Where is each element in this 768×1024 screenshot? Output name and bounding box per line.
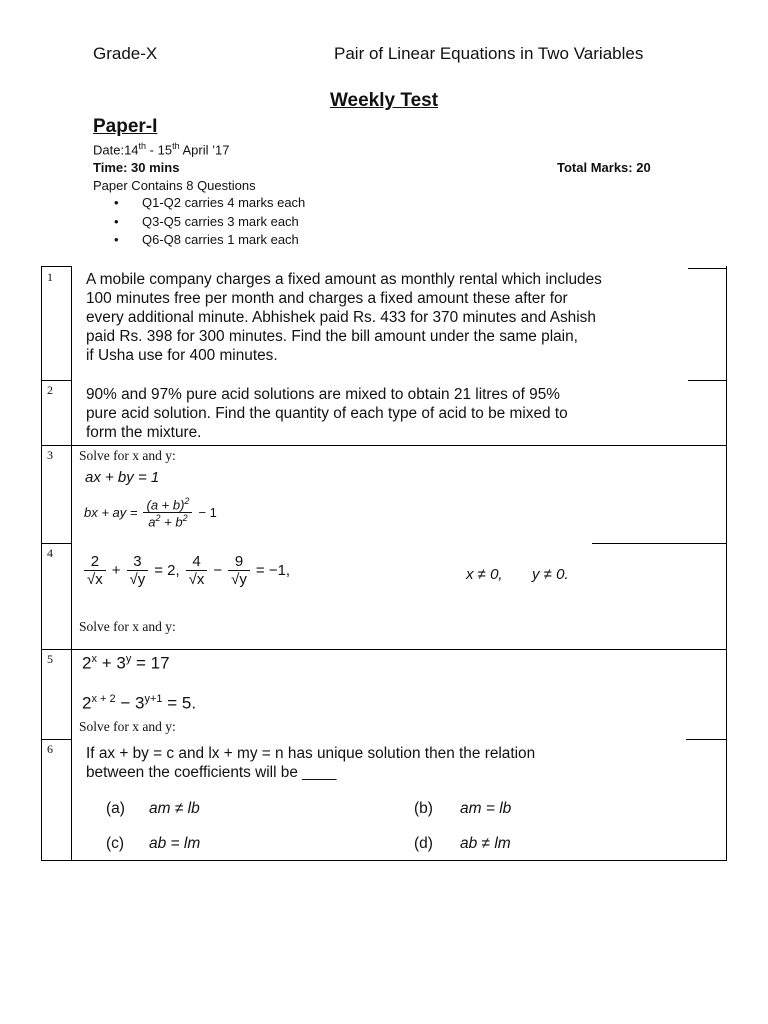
question-number: 3 — [47, 448, 53, 462]
question-5-instruction: Solve for x and y: — [79, 719, 176, 734]
marks-bullet: • Q6-Q8 carries 1 mark each — [114, 232, 299, 247]
question-1-text: A mobile company charges a fixed amount as monthly rental which includes 100 minutes free per month and charges a fixed amount these after for every additional minute. Abhishek paid Rs. 433 for 370 minutes and Ashish paid Rs. 398 for 300 minutes. Find the bill amount under the same plain, if Usha use for 400 minutes. — [86, 271, 602, 364]
date-line: Date:14th - 15th April ’17 — [93, 141, 230, 158]
total-marks-label: Total Marks: 20 — [557, 160, 651, 175]
question-4-condition-y: y ≠ 0. — [532, 566, 569, 583]
question-number: 6 — [47, 742, 53, 756]
question-4-instruction: Solve for x and y: — [79, 619, 176, 634]
option-a-text: am ≠ lb — [149, 800, 200, 817]
option-b-label: (b) — [414, 800, 433, 817]
time-label: Time: 30 mins — [93, 160, 180, 175]
questions-count: Paper Contains 8 Questions — [93, 178, 256, 193]
question-4-condition-x: x ≠ 0, — [466, 566, 503, 583]
option-d-label: (d) — [414, 835, 433, 852]
marks-breakdown-list — [114, 195, 305, 251]
marks-bullet: • Q1-Q2 carries 4 marks each — [114, 195, 306, 210]
question-6-text: If ax + by = c and lx + my = n has unique solution then the relation between the coefficients will be ____ — [86, 745, 536, 781]
paper-label: Paper-I — [93, 116, 158, 137]
marks-bullet: • Q3-Q5 carries 3 mark each — [114, 213, 299, 229]
option-c-text: ab = lm — [149, 835, 201, 852]
option-a-label: (a) — [106, 800, 125, 817]
question-number: 4 — [47, 546, 53, 560]
grade-label: Grade-X — [93, 44, 158, 63]
question-3-instruction: Solve for x and y: — [79, 448, 176, 463]
option-c-label: (c) — [106, 835, 125, 852]
question-5-equation-1: $2^x + 3^y = 17$ — [82, 653, 170, 673]
question-5-equation-2: $2^{x + 2} - 3^{y+1} = 5$. — [82, 693, 197, 713]
question-2-text: 90% and 97% pure acid solutions are mixed to obtain 21 litres of 95% pure acid solution. Find the quantity of each type of acid to be mixed to form the mixture. — [86, 386, 568, 441]
page-title: Weekly Test — [329, 90, 439, 111]
question-4-equations: $\frac{2}{√x}$ + $\frac{3}{√y}$ = 2, $\frac{4}{√x}$ − $\frac{9}{√y}$ = −1, — [84, 553, 296, 588]
question-number: 1 — [47, 270, 53, 284]
question-3-equation-2: bx + ay = $\frac{(a + b)^2}{a^2 + b^2}$ − 1 — [84, 496, 217, 530]
option-d-text: ab ≠ lm — [460, 835, 511, 852]
option-b-text: am = lb — [460, 800, 512, 817]
question-3-equation-1: ax + by = 1 — [85, 469, 160, 486]
question-number: 2 — [47, 383, 53, 397]
subject-label: Pair of Linear Equations in Two Variables — [334, 44, 644, 63]
question-number: 5 — [47, 652, 53, 666]
